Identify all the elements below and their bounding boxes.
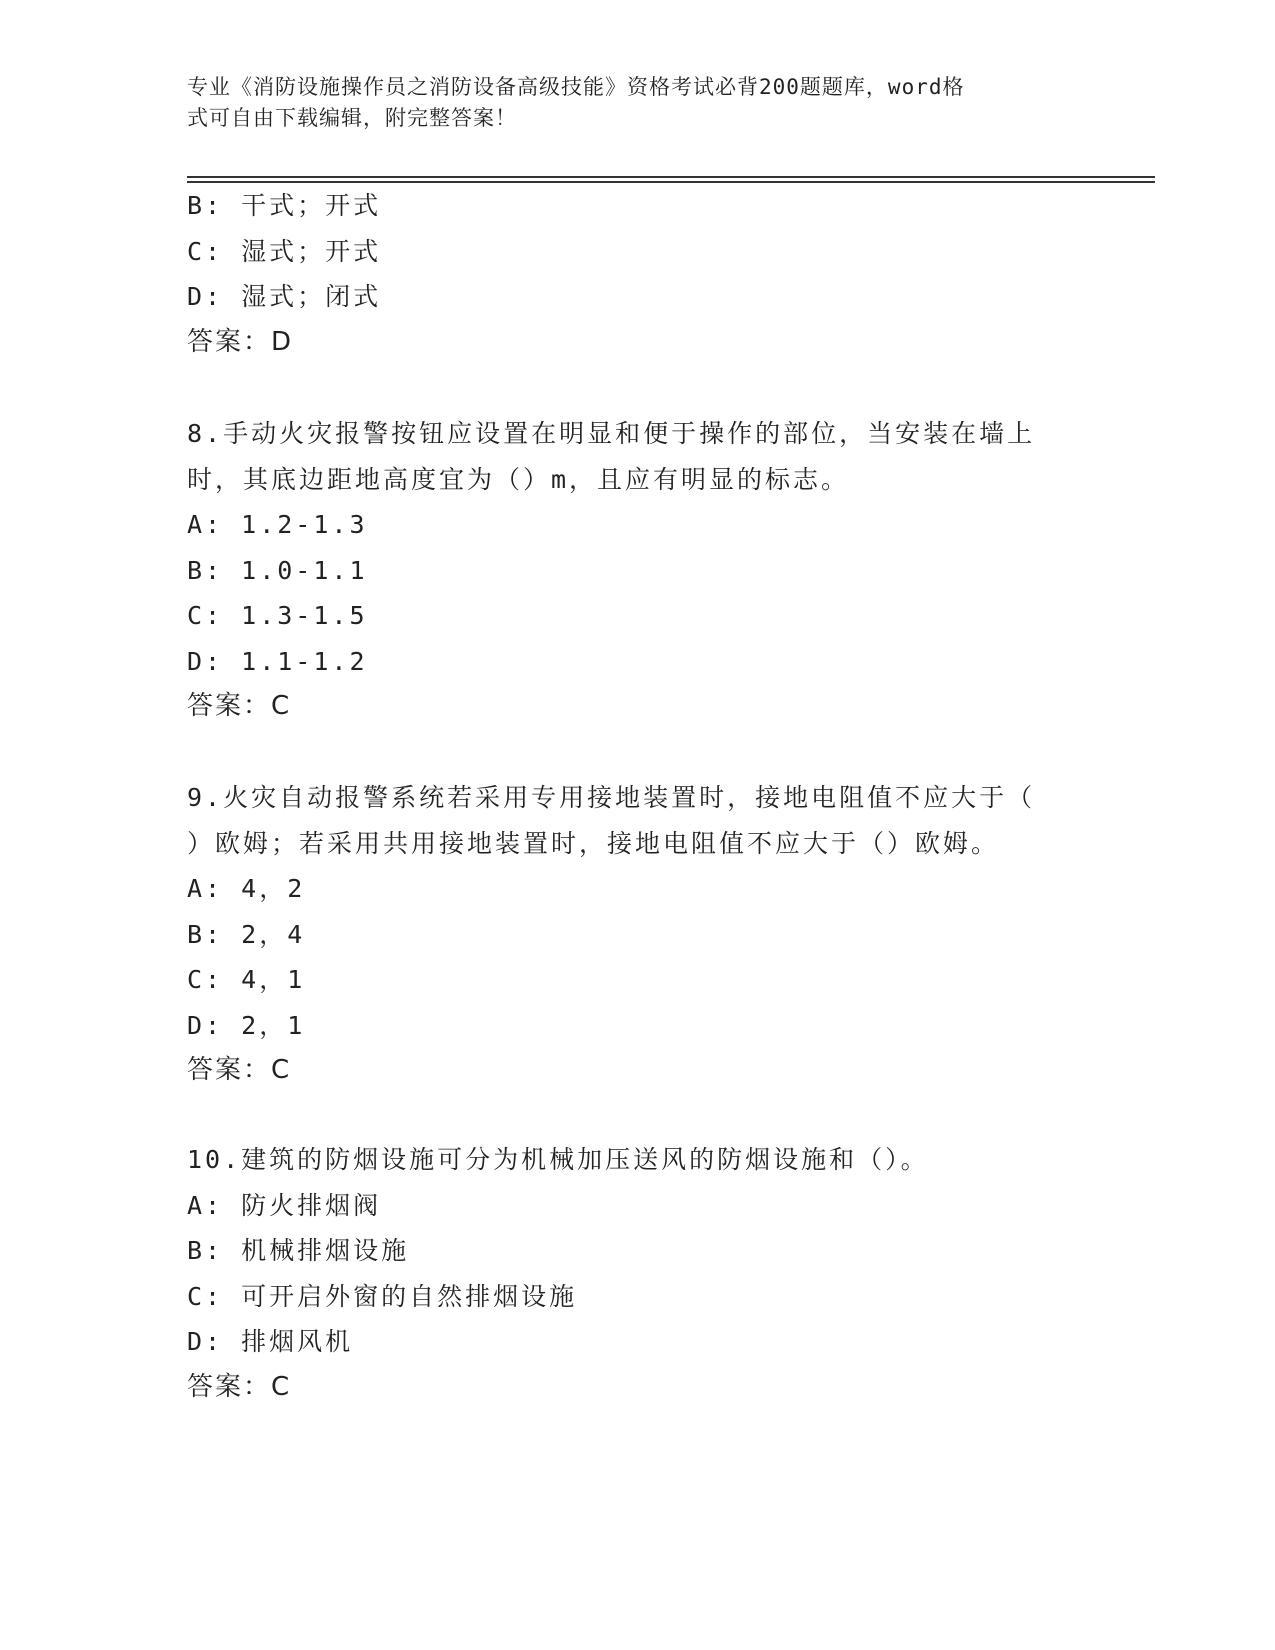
header-line-1: 专业《消防设施操作员之消防设备高级技能》资格考试必背200题题库，word格 [187, 75, 965, 99]
option-d: D: 1.1-1.2 [187, 646, 368, 676]
document-header [187, 72, 1067, 134]
option-d: D: 湿式；闭式 [187, 282, 382, 311]
question-10 [187, 1137, 1087, 1410]
option-d: D: 排烟风机 [187, 1327, 354, 1356]
continued-question [187, 183, 1087, 365]
question-stem-line-1: 9.火灾自动报警系统若采用专用接地装置时，接地电阻值不应大于（ [187, 783, 1036, 812]
question-stem-line-2: ）欧姆；若采用共用接地装置时，接地电阻值不应大于（）欧姆。 [187, 828, 1000, 858]
option-c: C: 4，1 [187, 965, 306, 994]
header-line-2: 式可自由下载编辑，附完整答案！ [187, 106, 517, 130]
option-c: C: 可开启外窗的自然排烟设施 [187, 1281, 578, 1311]
option-a: A: 4，2 [187, 874, 306, 903]
option-b: B: 干式；开式 [187, 191, 382, 220]
option-b: B: 1.0-1.1 [187, 555, 368, 585]
answer-line: 答案：C [187, 1371, 292, 1402]
option-c: C: 1.3-1.5 [187, 601, 368, 630]
option-b: B: 2，4 [187, 919, 306, 949]
option-a: A: 防火排烟阀 [187, 1190, 382, 1220]
question-8 [187, 411, 1087, 730]
option-b: B: 机械排烟设施 [187, 1236, 410, 1265]
header-divider-top [187, 176, 1155, 178]
question-stem-line-2: 时，其底边距地高度宜为（）m，且应有明显的标志。 [187, 464, 850, 494]
question-stem-line-1: 10.建筑的防烟设施可分为机械加压送风的防烟设施和（）。 [187, 1145, 929, 1174]
option-d: D: 2，1 [187, 1010, 306, 1040]
answer-line: 答案：C [187, 1055, 292, 1085]
answer-line: 答案：C [187, 691, 292, 721]
option-c: C: 湿式；开式 [187, 236, 382, 266]
answer-line: 答案：D [187, 326, 294, 357]
option-a: A: 1.2-1.3 [187, 510, 368, 539]
question-9 [187, 775, 1087, 1094]
question-stem-line-1: 8.手动火灾报警按钮应设置在明显和便于操作的部位，当安装在墙上 [187, 419, 1036, 448]
